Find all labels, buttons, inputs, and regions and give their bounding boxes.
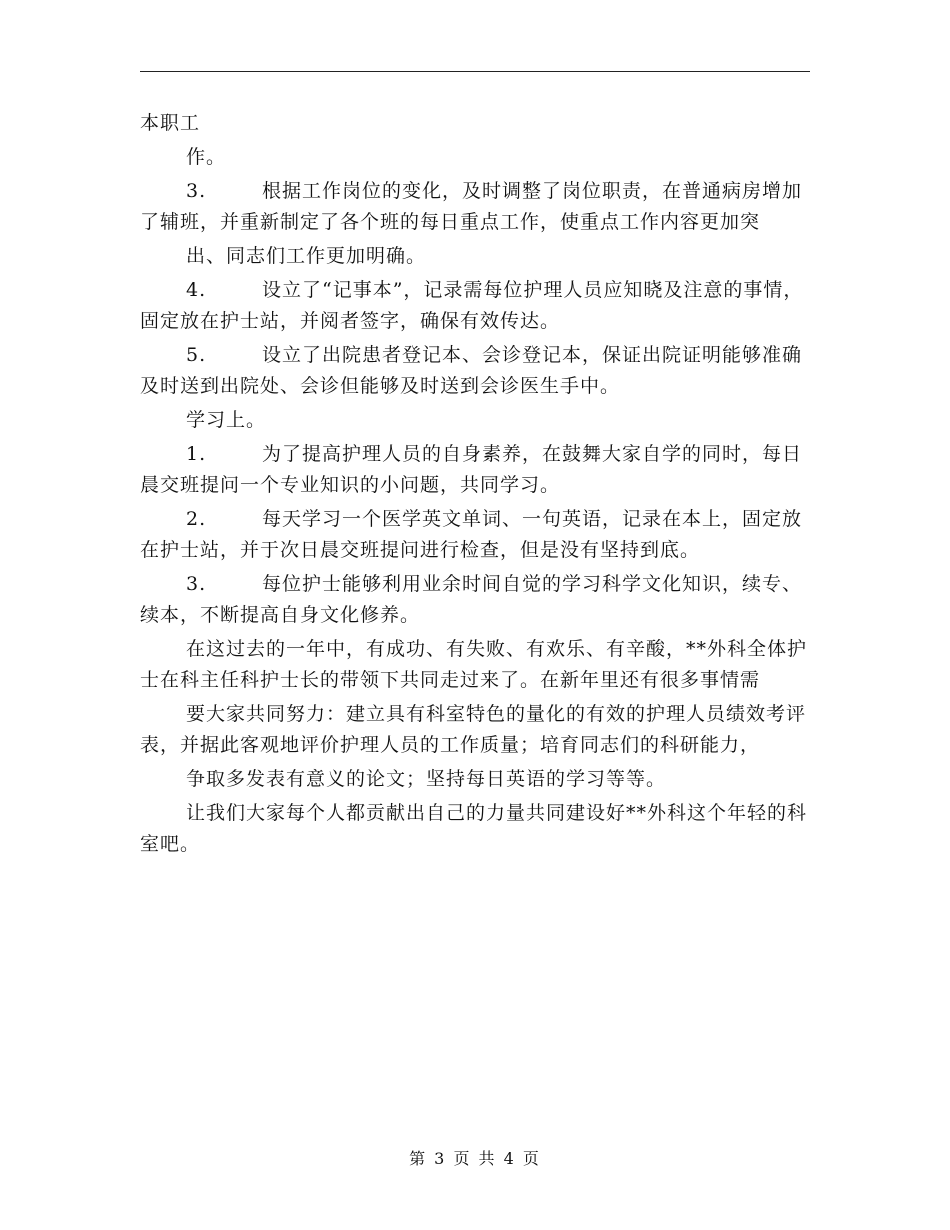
paragraph bbox=[140, 798, 810, 860]
list-number: 5. bbox=[186, 344, 207, 366]
page-number-footer: 第 3 页 共 4 页 bbox=[409, 1149, 541, 1168]
header-rule bbox=[140, 71, 810, 72]
paragraph bbox=[140, 764, 810, 795]
paragraph-text: 争取多发表有意义的论文；坚持每日英语的学习等等。 bbox=[186, 768, 667, 790]
list-number: 4. bbox=[186, 279, 207, 301]
paragraph-text: 出、同志们工作更加明确。 bbox=[186, 245, 427, 267]
paragraph-text: 根据工作岗位的变化，及时调整了岗位职责，在普通病房增加了辅班，并重新制定了各个班的每日重点工作，使重点工作内容更加突 bbox=[140, 180, 803, 233]
paragraph-text: 作。 bbox=[186, 146, 227, 168]
paragraph-text: 本职工 bbox=[140, 112, 201, 134]
paragraph bbox=[140, 241, 810, 272]
paragraph-text: 每位护士能够利用业余时间自觉的学习科学文化知识，续专、续本，不断提高自身文化修养。 bbox=[140, 573, 803, 626]
paragraph bbox=[140, 340, 810, 402]
paragraph-text: 设立了“记事本”，记录需每位护理人员应知晓及注意的事情，固定放在护士站，并阅者签字，确保有效传达。 bbox=[140, 279, 804, 332]
paragraph-text: 让我们大家每个人都贡献出自己的力量共同建设好**外科这个年轻的科室吧。 bbox=[140, 802, 808, 855]
paragraph bbox=[140, 176, 810, 238]
list-number: 1. bbox=[186, 443, 207, 465]
paragraph-text: 要大家共同努力：建立具有科室特色的量化的有效的护理人员绩效考评表，并据此客观地评价护理人员的工作质量；培育同志们的科研能力， bbox=[140, 703, 807, 756]
paragraph bbox=[140, 699, 810, 761]
list-number: 3. bbox=[186, 573, 207, 595]
paragraph bbox=[140, 504, 810, 566]
paragraph-text: 在这过去的一年中，有成功、有失败、有欢乐、有辛酸，**外科全体护士在科主任科护士长的带领下共同走过来了。在新年里还有很多事情需 bbox=[140, 638, 808, 691]
paragraph bbox=[140, 634, 810, 696]
paragraph-text: 设立了出院患者登记本、会诊登记本，保证出院证明能够准确及时送到出院处、会诊但能够及时送到会诊医生手中。 bbox=[140, 344, 803, 397]
paragraph-text: 每天学习一个医学英文单词、一句英语，记录在本上，固定放在护士站，并于次日晨交班提问进行检查，但是没有坚持到底。 bbox=[140, 508, 803, 561]
paragraph bbox=[140, 405, 810, 436]
paragraph-text: 学习上。 bbox=[186, 409, 267, 431]
paragraph-text: 为了提高护理人员的自身素养，在鼓舞大家自学的同时，每日晨交班提问一个专业知识的小问题，共同学习。 bbox=[140, 443, 803, 496]
document-body bbox=[140, 108, 810, 860]
list-number: 2. bbox=[186, 508, 207, 530]
paragraph bbox=[140, 569, 810, 631]
paragraph bbox=[140, 142, 810, 173]
paragraph bbox=[140, 439, 810, 501]
paragraph bbox=[140, 275, 810, 337]
list-number: 3. bbox=[186, 180, 207, 202]
paragraph bbox=[140, 108, 810, 139]
